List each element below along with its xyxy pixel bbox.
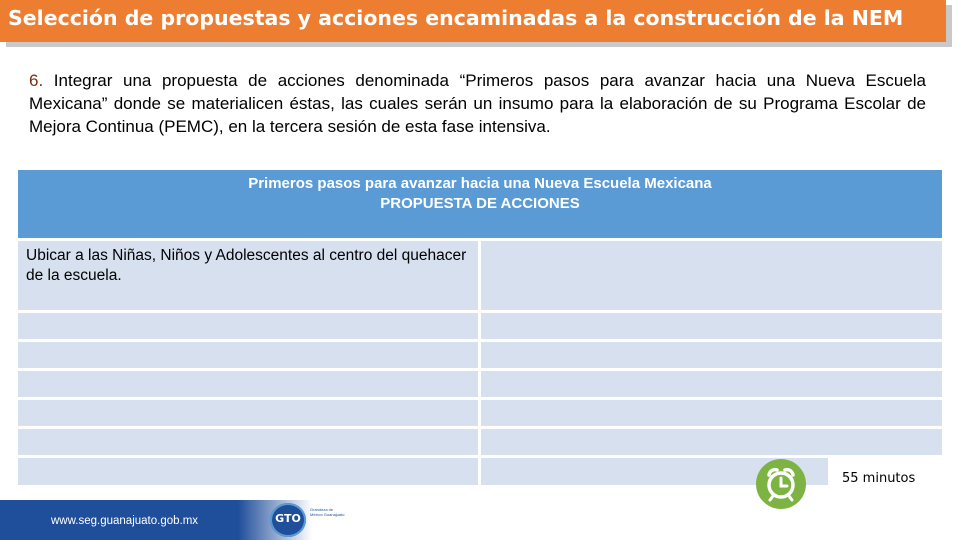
table-cell-detail[interactable] bbox=[481, 241, 942, 310]
table-cell-action[interactable] bbox=[18, 371, 478, 397]
table-header-title: Primeros pasos para avanzar hacia una Nueva Escuela Mexicana bbox=[248, 175, 712, 192]
table-cell-action[interactable] bbox=[18, 400, 478, 426]
page-title: Selección de propuestas y acciones encaminadas a la construcción de la NEM bbox=[8, 6, 904, 30]
table-header bbox=[18, 170, 942, 238]
footer-url-link[interactable]: www.seg.guanajuato.gob.mx bbox=[51, 515, 199, 527]
table-cell-detail[interactable] bbox=[481, 429, 942, 455]
gto-logo-text: GTO bbox=[275, 512, 301, 525]
gto-logo bbox=[270, 503, 306, 537]
title-bar bbox=[0, 0, 946, 42]
table-cell-detail[interactable] bbox=[481, 342, 942, 368]
table-cell-detail[interactable] bbox=[481, 313, 942, 339]
table-cell-action[interactable] bbox=[18, 458, 478, 485]
table-cell-action[interactable] bbox=[18, 313, 478, 339]
timer-label: 55 minutos bbox=[842, 471, 916, 486]
gto-logo-tagline: Grandeza de México Guanajuato bbox=[310, 507, 345, 517]
instruction-text: Integrar una propuesta de acciones denominada “Primeros pasos para avanzar hacia una Nueva Escuela Mexicana” donde se materialicen éstas, las cuales serán un insumo para la elaboración de su Programa Escolar de Mejora Continua (PEMC), en la tercera sesión de esta fase intensiva. bbox=[29, 71, 926, 136]
instruction-number: 6. bbox=[29, 71, 44, 90]
table-cell-detail[interactable] bbox=[481, 371, 942, 397]
timer-badge bbox=[756, 459, 806, 509]
table-cell-detail[interactable] bbox=[481, 400, 942, 426]
clock-icon bbox=[756, 459, 806, 509]
table-header-subtitle: PROPUESTA DE ACCIONES bbox=[380, 195, 580, 212]
table-cell-action[interactable] bbox=[18, 429, 478, 455]
table-cell-action[interactable] bbox=[18, 241, 478, 310]
cell-text: Ubicar a las Niñas, Niños y Adolescentes al centro del quehacer de la escuela. bbox=[26, 247, 467, 284]
table-cell-action[interactable] bbox=[18, 342, 478, 368]
instruction-paragraph bbox=[29, 69, 926, 138]
